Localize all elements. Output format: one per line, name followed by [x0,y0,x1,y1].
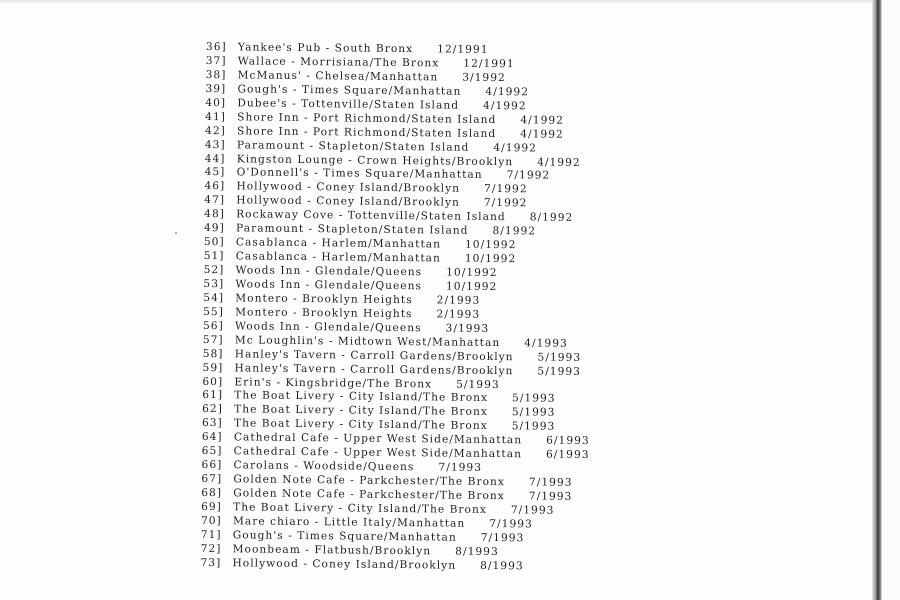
entry-venue: Casablanca - Harlem/Manhattan [235,250,441,265]
entry-date: 6/1993 [545,448,590,462]
entry-number: 56] [202,319,224,332]
entry-venue: Montero - Brooklyn Heights [235,306,413,320]
entry-date: 7/1993 [480,531,525,545]
entry-date: 7/1993 [528,476,573,489]
entry-venue: Wallace - Morrisiana/The Bronx [237,55,440,70]
entry-number: 66] [201,459,223,472]
entry-date: 7/1993 [489,517,533,531]
entry-venue: McManus' - Chelsea/Manhattan [237,69,439,84]
entry-date: 4/1992 [520,127,564,141]
entry-date: 7/1993 [528,490,573,503]
entry-date: 7/1993 [510,504,555,517]
entry-date: 5/1993 [456,378,500,391]
entry-date: 4/1992 [485,85,530,99]
entry-number: 59] [202,361,224,374]
entry-number: 44] [204,152,226,165]
entry-date: 6/1993 [546,434,590,448]
entry-number: 62] [202,403,223,416]
scan-speck [175,232,177,234]
entry-venue: Hollywood - Coney Island/Brooklyn [236,180,461,196]
entry-number: 60] [202,375,224,388]
entry-date: 8/1992 [529,211,574,225]
entry-number: 68] [201,486,223,500]
entry-venue: Montero - Brooklyn Heights [235,292,413,307]
entry-number: 38] [205,68,227,82]
entry-venue: Dubee's - Tottenville/Staten Island [237,97,460,112]
entry-venue: Yankee's Pub - South Bronx [237,41,414,56]
entry-venue: Carolans - Woodside/Queens [233,459,415,474]
entry-number: 51] [203,250,225,263]
entry-date: 4/1993 [524,337,568,350]
entry-venue: Moonbeam - Flatbush/Brooklyn [232,543,432,558]
entry-date: 8/1993 [455,545,499,558]
entry-date: 10/1992 [445,280,498,294]
entry-number: 54] [203,291,225,305]
entry-venue: Gough's - Times Square/Manhattan [232,529,457,544]
entry-date: 7/1993 [438,461,483,475]
entry-date: 7/1992 [506,169,551,183]
entry-venue: Paramount - Stapleton/Staten Island [235,222,469,237]
entry-number: 64] [201,431,223,444]
entry-number: 70] [200,514,222,528]
entry-venue: Casablanca - Harlem/Manhattan [235,236,442,251]
entry-number: 41] [205,110,227,123]
entry-number: 46] [204,180,226,193]
entry-number: 67] [201,473,223,486]
entry-venue: Woods Inn - Glendale/Queens [235,264,423,279]
entry-venue: The Boat Livery - City Island/The Bronx [234,403,488,419]
entry-date: 10/1992 [464,252,517,266]
entry-number: 61] [202,389,224,402]
entry-venue: The Boat Livery - City Island/The Bronx [234,389,489,405]
entry-venue: Hollywood - Coney Island/Brooklyn [232,556,457,572]
entry-number: 48] [204,208,226,221]
entry-venue: Woods Inn - Glendale/Queens [234,320,422,335]
entry-number: 58] [202,347,224,360]
entry-number: 71] [200,528,222,542]
entry-venue: Erin's - Kingsbridge/The Bronx [234,375,433,390]
entry-venue: Shore Inn - Port Richmond/Staten Island [237,111,497,126]
entry-number: 39] [205,82,227,96]
entry-date: 3/1992 [462,71,506,85]
entry-venue: Hanley's Tavern - Carroll Gardens/Brooklyn [234,361,514,377]
entry-number: 63] [201,417,223,430]
entry-number: 69] [201,500,222,514]
entry-number: 40] [205,96,227,109]
entry-venue: Hollywood - Coney Island/Brooklyn [236,194,460,209]
entry-date: 4/1992 [520,113,565,127]
entry-date: 10/1992 [464,238,517,252]
entry-venue: Kingston Lounge - Crown Heights/Brooklyn [236,152,514,168]
entry-date: 3/1993 [445,322,490,335]
entry-date: 4/1992 [483,99,527,113]
entry-number: 53] [203,277,225,291]
page-edge-shadow [872,0,882,600]
entry-venue: Shore Inn - Port Richmond/Staten Island [236,124,497,140]
top-shadow [0,0,872,4]
entry-date: 12/1991 [463,57,515,71]
entry-number: 37] [205,54,227,68]
entry-venue: The Boat Livery - City Island/The Bronx [233,417,488,433]
venue-list [200,41,826,577]
entry-date: 7/1992 [484,183,528,196]
entry-venue: Cathedral Cafe - Upper West Side/Manhattan [233,431,523,447]
entry-date: 4/1992 [493,141,538,155]
entry-number: 50] [203,236,225,249]
entry-number: 45] [204,166,226,179]
entry-date: 4/1992 [537,155,581,169]
entry-number: 47] [204,194,226,207]
entry-date: 5/1993 [537,351,582,364]
entry-venue: O'Donnell's - Times Square/Manhattan [236,166,483,182]
entry-venue: Woods Inn - Glendale/Queens [235,278,423,293]
entry-date: 8/1992 [492,225,537,238]
entry-date: 5/1993 [537,365,582,378]
entry-venue: Gough's - Times Square/Manhattan [237,83,462,98]
entry-number: 36] [205,41,227,54]
entry-date: 7/1992 [483,197,528,210]
entry-number: 42] [204,124,226,137]
entry-venue: The Boat Livery - City Island/The Bronx [233,501,487,516]
entry-number: 57] [202,333,224,346]
entry-number: 49] [203,222,225,235]
entry-venue: Golden Note Cafe - Parkchester/The Bronx [233,473,506,489]
entry-number: 43] [204,138,226,151]
entry-venue: Cathedral Cafe - Upper West Side/Manhattan [233,445,523,461]
entry-venue: Mare chiaro - Little Italy/Manhattan [232,515,466,530]
entry-date: 12/1991 [437,43,489,56]
entry-venue: Golden Note Cafe - Parkchester/The Bronx [233,487,505,503]
entry-date: 10/1992 [446,266,498,280]
entry-number: 65] [201,445,223,458]
entry-venue: Hanley's Tavern - Carroll Gardens/Brooklyn [234,347,514,363]
entry-number: 52] [203,263,225,277]
entry-number: 72] [200,542,222,555]
entry-date: 2/1993 [436,294,481,307]
entry-number: 73] [200,556,222,569]
entry-date: 8/1993 [480,559,524,573]
entry-date: 5/1993 [511,420,556,433]
entry-number: 55] [203,305,224,319]
entry-venue: Paramount - Stapleton/Staten Island [236,138,470,154]
entry-date: 2/1993 [436,308,481,321]
entry-venue: Mc Loughlin's - Midtown West/Manhattan [234,334,501,349]
entry-date: 5/1993 [511,392,556,406]
entry-venue: Rockaway Cove - Tottenville/Staten Island [236,208,506,224]
entry-date: 5/1993 [511,406,556,420]
